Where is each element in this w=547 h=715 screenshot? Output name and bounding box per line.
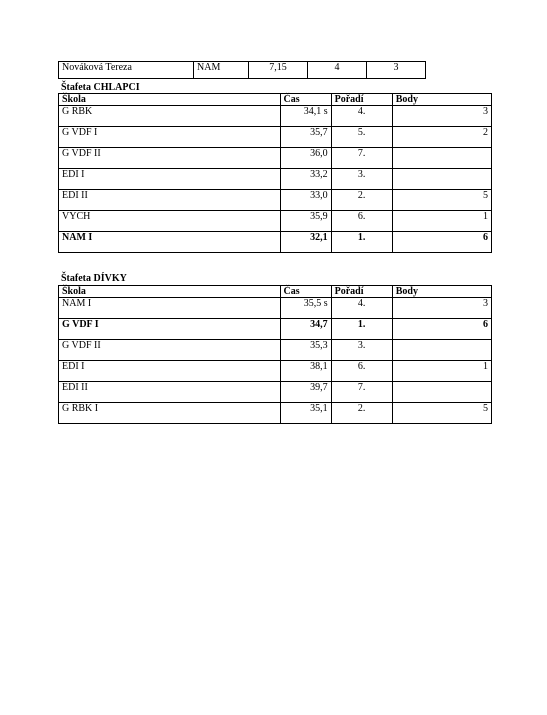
time-cell: 35,3 <box>280 340 331 361</box>
table-row <box>59 403 492 424</box>
points-cell: 3 <box>392 298 491 319</box>
school-cell: EDI I <box>59 361 281 382</box>
rank-cell: 4. <box>331 298 392 319</box>
rank-cell: 6. <box>331 211 392 232</box>
points-cell: 1 <box>392 361 491 382</box>
rank-cell: 2. <box>331 190 392 211</box>
rank-cell: 4. <box>331 106 392 127</box>
points-cell: 5 <box>392 403 491 424</box>
athlete-value: 7,15 <box>249 62 308 79</box>
time-cell: 33,0 <box>280 190 331 211</box>
athlete-points: 3 <box>367 62 426 79</box>
school-cell: VYCH <box>59 211 281 232</box>
school-cell: EDI II <box>59 190 281 211</box>
header-time: Čas <box>280 94 331 106</box>
header-school: Škola <box>59 94 281 106</box>
school-cell: G VDF I <box>59 127 281 148</box>
girls-relay-table <box>58 285 492 424</box>
school-cell: EDI II <box>59 382 281 403</box>
table-row-winner <box>59 319 492 340</box>
athlete-rank: 4 <box>308 62 367 79</box>
header-points: Body <box>392 94 491 106</box>
rank-cell: 5. <box>331 127 392 148</box>
boys-relay-table <box>58 93 492 253</box>
table-row <box>59 298 492 319</box>
table-row <box>59 62 426 79</box>
athlete-school: NAM <box>194 62 249 79</box>
school-cell: G RBK <box>59 106 281 127</box>
header-rank: Pořadí <box>331 94 392 106</box>
points-cell <box>392 169 491 190</box>
points-cell: 6 <box>392 232 491 253</box>
school-cell: G VDF II <box>59 148 281 169</box>
girls-relay-title: Štafeta DÍVKY <box>61 273 127 284</box>
table-row <box>59 127 492 148</box>
top-result-table <box>58 61 426 79</box>
time-cell: 39,7 <box>280 382 331 403</box>
time-cell: 35,7 <box>280 127 331 148</box>
time-cell: 34,7 <box>280 319 331 340</box>
points-cell: 3 <box>392 106 491 127</box>
school-cell: G RBK I <box>59 403 281 424</box>
table-row <box>59 340 492 361</box>
points-cell <box>392 340 491 361</box>
table-row-winner <box>59 232 492 253</box>
school-cell: EDI I <box>59 169 281 190</box>
rank-cell: 7. <box>331 148 392 169</box>
table-row <box>59 148 492 169</box>
time-cell: 34,1 s <box>280 106 331 127</box>
boys-relay-title: Štafeta CHLAPCI <box>61 82 140 93</box>
table-row <box>59 169 492 190</box>
table-row <box>59 361 492 382</box>
header-points: Body <box>392 286 491 298</box>
rank-cell: 1. <box>331 319 392 340</box>
points-cell: 1 <box>392 211 491 232</box>
rank-cell: 1. <box>331 232 392 253</box>
time-cell: 35,9 <box>280 211 331 232</box>
table-header-row <box>59 286 492 298</box>
time-cell: 33,2 <box>280 169 331 190</box>
points-cell <box>392 148 491 169</box>
time-cell: 35,1 <box>280 403 331 424</box>
school-cell: G VDF I <box>59 319 281 340</box>
points-cell: 6 <box>392 319 491 340</box>
table-row <box>59 211 492 232</box>
time-cell: 38,1 <box>280 361 331 382</box>
header-school: Škola <box>59 286 281 298</box>
rank-cell: 3. <box>331 340 392 361</box>
table-row <box>59 106 492 127</box>
rank-cell: 2. <box>331 403 392 424</box>
school-cell: NAM I <box>59 298 281 319</box>
time-cell: 32,1 <box>280 232 331 253</box>
time-cell: 36,0 <box>280 148 331 169</box>
points-cell: 2 <box>392 127 491 148</box>
rank-cell: 6. <box>331 361 392 382</box>
school-cell: G VDF II <box>59 340 281 361</box>
points-cell <box>392 382 491 403</box>
table-header-row <box>59 94 492 106</box>
table-row <box>59 382 492 403</box>
athlete-name: Nováková Tereza <box>59 62 194 79</box>
header-rank: Pořadí <box>331 286 392 298</box>
table-row <box>59 190 492 211</box>
time-cell: 35,5 s <box>280 298 331 319</box>
points-cell: 5 <box>392 190 491 211</box>
header-time: Čas <box>280 286 331 298</box>
school-cell: NAM I <box>59 232 281 253</box>
rank-cell: 7. <box>331 382 392 403</box>
rank-cell: 3. <box>331 169 392 190</box>
